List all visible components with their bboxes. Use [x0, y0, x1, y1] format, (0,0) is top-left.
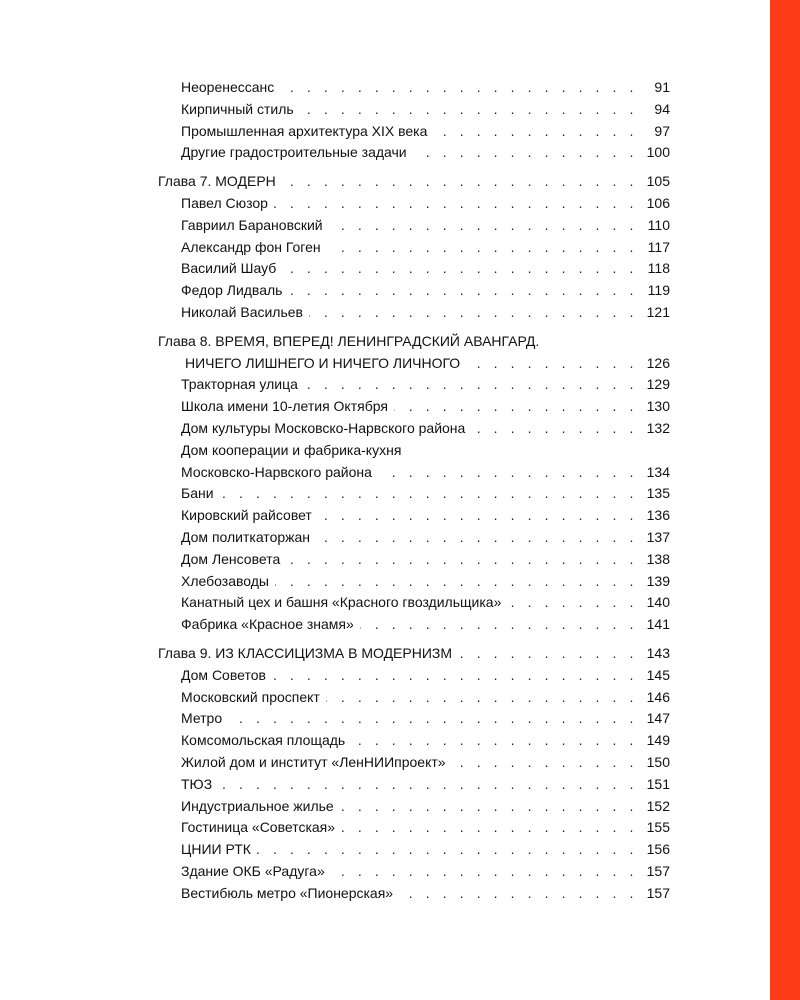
toc-entry-title: Павел Сюзор — [181, 194, 268, 211]
toc-entry[interactable] — [158, 687, 670, 709]
toc-entry-title: Московский проспект — [181, 688, 320, 705]
toc-page-number: 146 — [646, 688, 670, 705]
toc-entry[interactable] — [158, 121, 670, 143]
toc-page-number: 117 — [647, 238, 670, 255]
toc-entry-title: Жилой дом и институт «ЛенНИИпроект» — [181, 753, 446, 770]
toc-entry[interactable] — [158, 817, 670, 839]
dot-leader — [282, 171, 638, 193]
toc-entry-title: Другие градостроительные задачи — [181, 144, 407, 161]
toc-entry-title: Дом культуры Московско-Нарвского района — [181, 419, 466, 436]
toc-entry-title: Хлебозаводы — [181, 572, 269, 589]
toc-entry-title: Василий Шауб — [181, 260, 277, 277]
toc-entry-title: Гавриил Барановский — [181, 216, 323, 233]
toc-entry-title: Метро — [181, 710, 223, 727]
toc-entry[interactable] — [158, 730, 670, 752]
dot-leader — [218, 774, 638, 796]
dot-leader — [399, 883, 638, 905]
toc-entry-title: Кировский райсовет — [181, 507, 312, 524]
toc-page-number: 150 — [646, 753, 670, 770]
toc-entry[interactable] — [158, 614, 670, 636]
toc-page-number: 157 — [646, 862, 670, 879]
dot-leader — [327, 237, 638, 259]
dot-leader — [275, 571, 638, 593]
dot-leader — [452, 752, 638, 774]
toc-entry[interactable] — [158, 708, 670, 730]
toc-entry[interactable] — [158, 396, 670, 418]
toc-entry-title: Индустриальное жилье — [181, 797, 334, 814]
toc-entry[interactable] — [158, 142, 670, 164]
toc-page-number: 151 — [646, 775, 670, 792]
dot-leader — [257, 839, 638, 861]
toc-entry[interactable] — [158, 483, 670, 505]
dot-leader — [341, 817, 638, 839]
toc-page-number: 135 — [646, 485, 670, 502]
toc-entry-title: Николай Васильев — [181, 303, 303, 320]
toc-page-number: 157 — [646, 884, 670, 901]
toc-entry[interactable] — [158, 258, 670, 280]
toc-page-number: 106 — [646, 194, 670, 211]
dot-leader — [316, 527, 638, 549]
toc-entry-title: Московско-Нарвского района — [181, 463, 372, 480]
toc-entry-title: Глава 7. МОДЕРН — [158, 173, 276, 190]
toc-entry-title: Здание ОКБ «Радуга» — [181, 862, 325, 879]
toc-page-number: 147 — [646, 710, 670, 727]
toc-section — [158, 643, 670, 905]
toc-entry[interactable] — [158, 374, 670, 396]
dot-leader — [507, 592, 638, 614]
toc-entry[interactable] — [158, 571, 670, 593]
toc-page-number: 141 — [646, 616, 670, 633]
toc-page-number: 139 — [646, 572, 670, 589]
toc-page-number: 137 — [646, 528, 670, 545]
toc-page-number: 156 — [646, 841, 670, 858]
toc-page-number: 140 — [646, 594, 670, 611]
chapter-heading[interactable] — [158, 171, 670, 193]
dot-leader — [220, 483, 638, 505]
toc-entry-title: Александр фон Гоген — [181, 238, 321, 255]
toc-page-number: 94 — [654, 100, 670, 117]
toc-page-number: 134 — [646, 463, 670, 480]
dot-leader — [433, 121, 638, 143]
toc-page-number: 155 — [646, 819, 670, 836]
red-edge-bar — [770, 0, 800, 1000]
toc-page-number: 126 — [646, 354, 670, 371]
toc-page-number: 118 — [647, 260, 670, 277]
dot-leader — [304, 374, 638, 396]
toc-entry[interactable] — [158, 592, 670, 614]
toc-entry[interactable] — [158, 796, 670, 818]
toc-page-number: 97 — [654, 122, 670, 139]
toc-entry-title: Комсомольская площадь — [181, 732, 346, 749]
toc-entry-title: Тракторная улица — [181, 376, 298, 393]
toc-entry-title: Кирпичный стиль — [181, 100, 294, 117]
toc-entry[interactable] — [158, 839, 670, 861]
toc-entry-title: Школа имени 10-летия Октября — [181, 398, 388, 415]
toc-entry[interactable] — [158, 861, 670, 883]
dot-leader — [340, 796, 638, 818]
dot-leader — [378, 462, 638, 484]
dot-leader — [394, 396, 638, 418]
toc-page-number: 149 — [646, 732, 670, 749]
toc-entry[interactable] — [158, 237, 670, 259]
dot-leader — [280, 77, 638, 99]
toc-page-number: 110 — [647, 216, 670, 233]
toc-entry[interactable] — [158, 665, 670, 687]
toc-section — [158, 331, 670, 636]
dot-leader — [274, 193, 638, 215]
dot-leader — [272, 665, 638, 687]
chapter-heading[interactable] — [158, 643, 670, 665]
toc-entry[interactable] — [158, 302, 670, 324]
table-of-contents — [158, 77, 670, 904]
toc-section — [158, 77, 670, 164]
toc-entry-title: Глава 8. ВРЕМЯ, ВПЕРЕД! ЛЕНИНГРАДСКИЙ АВАНГАРД. — [158, 332, 540, 349]
toc-page-number: 138 — [646, 550, 670, 567]
toc-page-number: 130 — [646, 398, 670, 415]
dot-leader — [413, 142, 638, 164]
toc-entry-title: Фабрика «Красное знамя» — [181, 616, 354, 633]
toc-entry[interactable] — [158, 280, 670, 302]
toc-entry-title: Гостиница «Советская» — [181, 819, 336, 836]
toc-entry-title: Глава 9. ИЗ КЛАССИЦИЗМА В МОДЕРНИЗМ — [158, 644, 453, 661]
toc-entry[interactable] — [158, 752, 670, 774]
toc-entry-title: Промышленная архитектура XIX века — [181, 122, 428, 139]
dot-leader — [360, 614, 638, 636]
dot-leader — [309, 302, 638, 324]
toc-entry-title: Дом Ленсовета — [181, 550, 281, 567]
toc-entry-title: Дом Советов — [181, 666, 266, 683]
toc-entry-title: НИЧЕГО ЛИШНЕГО И НИЧЕГО ЛИЧНОГО — [185, 354, 461, 371]
toc-page-number: 121 — [646, 303, 670, 320]
toc-page-number: 129 — [646, 376, 670, 393]
toc-page-number: 132 — [646, 419, 670, 436]
toc-entry[interactable] — [158, 505, 670, 527]
toc-page-number: 152 — [646, 797, 670, 814]
toc-entry[interactable] — [158, 462, 670, 484]
toc-entry[interactable] — [158, 774, 670, 796]
dot-leader — [282, 258, 638, 280]
toc-section — [158, 171, 670, 324]
toc-page-number: 105 — [646, 173, 670, 190]
toc-entry-title: Федор Лидваль — [181, 282, 283, 299]
toc-page-number: 119 — [647, 282, 670, 299]
dot-leader — [351, 730, 638, 752]
toc-entry[interactable] — [158, 418, 670, 440]
toc-entry[interactable] — [158, 77, 670, 99]
toc-entry[interactable] — [158, 527, 670, 549]
dot-leader — [329, 215, 638, 237]
toc-entry[interactable] — [158, 549, 670, 571]
toc-entry-title: Дом политкаторжан — [181, 528, 311, 545]
toc-page-number: 145 — [646, 666, 670, 683]
toc-entry[interactable] — [158, 883, 670, 905]
toc-entry[interactable] — [158, 99, 670, 121]
toc-entry-title: ТЮЗ — [181, 775, 213, 792]
toc-page-number: 136 — [646, 507, 670, 524]
dot-leader — [286, 549, 638, 571]
toc-entry[interactable] — [158, 440, 670, 462]
chapter-heading[interactable] — [158, 331, 670, 353]
dot-leader — [288, 280, 638, 302]
toc-entry-title: Дом кооперации и фабрика-кухня — [181, 441, 402, 458]
toc-page-number: 100 — [646, 144, 670, 161]
dot-leader — [300, 99, 638, 121]
toc-entry-title: Неоренессанс — [181, 79, 275, 95]
toc-entry-title: Канатный цех и башня «Красного гвоздильщика» — [181, 594, 502, 611]
toc-page-number: 143 — [646, 644, 670, 661]
dot-leader — [326, 687, 638, 709]
toc-entry-title: Вестибюль метро «Пионерская» — [181, 884, 394, 901]
dot-leader — [318, 505, 638, 527]
toc-entry[interactable] — [158, 215, 670, 237]
chapter-heading[interactable] — [158, 353, 670, 375]
toc-page-number: 91 — [654, 79, 670, 95]
toc-entry-title: ЦНИИ РТК — [181, 841, 251, 858]
dot-leader — [471, 418, 638, 440]
dot-leader — [228, 708, 638, 730]
toc-entry[interactable] — [158, 193, 670, 215]
dot-leader — [466, 353, 638, 375]
dot-leader — [331, 861, 638, 883]
dot-leader — [458, 643, 638, 665]
toc-entry-title: Бани — [181, 485, 214, 502]
